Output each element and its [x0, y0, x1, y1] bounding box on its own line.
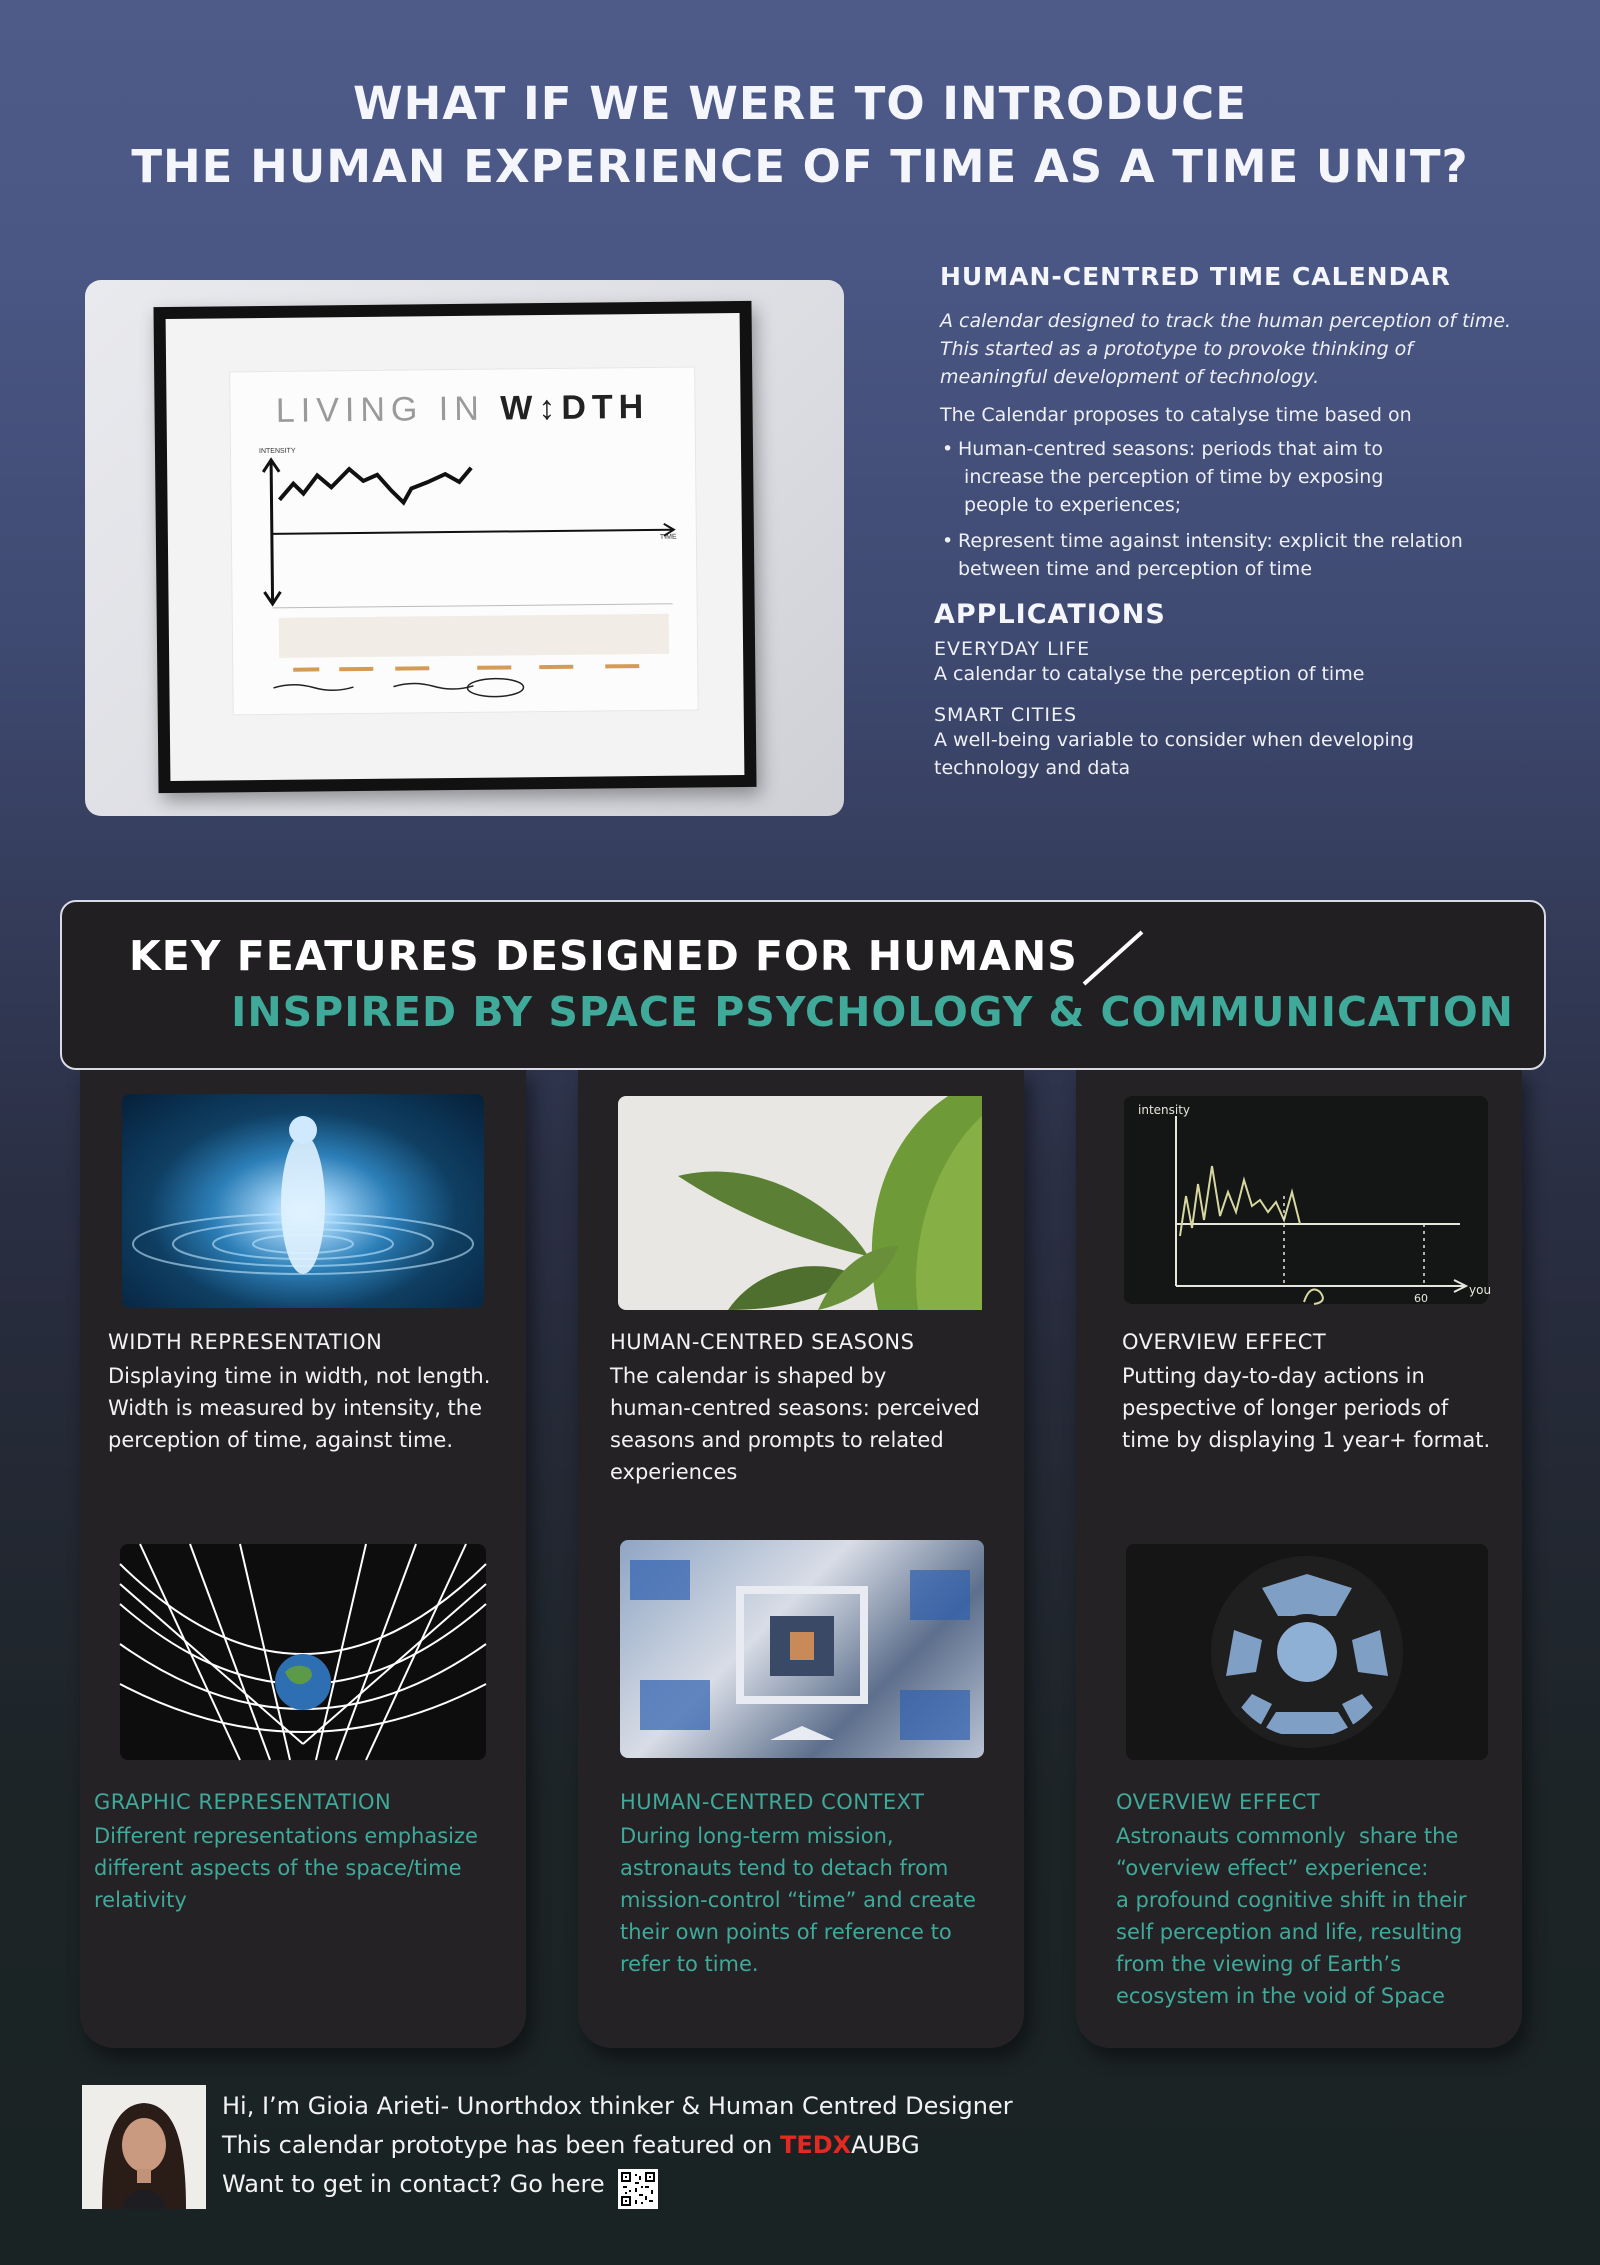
bullet-line: people to experiences; — [958, 494, 1182, 516]
feature-body — [610, 1360, 980, 1488]
feature-body — [108, 1360, 490, 1456]
calendar-info — [934, 262, 1540, 782]
qr-code-icon[interactable] — [618, 2169, 658, 2209]
feature-body-line: different aspects of the space/time — [94, 1856, 462, 1880]
feature-body-line: self perception and life, resulting — [1116, 1920, 1463, 1944]
author-portrait — [82, 2085, 206, 2209]
feature-body-line: experiences — [610, 1460, 738, 1484]
feature-column-3 — [1076, 1068, 1522, 2048]
banana-leaves-image — [618, 1096, 982, 1310]
feature-body-line: ecosystem in the void of Space — [1116, 1984, 1445, 2008]
aubg-link[interactable]: AUBG — [851, 2131, 920, 2159]
feature-body-line: human-centred seasons: perceived — [610, 1396, 980, 1420]
feature-body-line: their own points of reference to — [620, 1920, 952, 1944]
feature-body-line: time by displaying 1 year+ format. — [1122, 1428, 1491, 1452]
calendar-heading: HUMAN-CENTRED TIME CALENDAR — [940, 262, 1451, 291]
application-key: SMART CITIES — [934, 704, 1078, 726]
tedx-link[interactable]: TEDX — [779, 2131, 852, 2159]
feature-body-line: Different representations emphasize — [94, 1824, 478, 1848]
page-title-line-1: WHAT IF WE WERE TO INTRODUCE — [353, 77, 1247, 130]
feature-body-line: from the viewing of Earth’s — [1116, 1952, 1402, 1976]
page-title — [0, 72, 1600, 198]
feature-body-line: Displaying time in width, not length. — [108, 1364, 491, 1388]
qr-code-art — [621, 2172, 655, 2206]
sheet-title-light: LIVING IN — [275, 389, 501, 430]
application-value: A calendar to catalyse the perception of time — [934, 663, 1365, 685]
feature-body-line: Astronauts commonly share the — [1116, 1824, 1459, 1848]
calendar-intro — [940, 307, 1540, 391]
banana-leaves-art — [618, 1096, 982, 1310]
footer-featured — [222, 2131, 920, 2159]
chalk-graph-art — [1124, 1096, 1492, 1305]
slash-divider-icon — [1080, 928, 1146, 988]
cupola-window-art — [1126, 1544, 1488, 1760]
feature-body-line: mission-control “time” and create — [620, 1888, 976, 1912]
calendar-intro-line: A calendar designed to track the human perception of time. — [940, 310, 1512, 332]
feature-body-line: During long-term mission, — [620, 1824, 894, 1848]
chalk-x-label: you — [1469, 1283, 1492, 1297]
footer-featured-prefix: This calendar prototype has been featured on — [222, 2131, 780, 2159]
chalk-y-label: intensity — [1138, 1103, 1191, 1117]
feature-body-line: pespective of longer periods of — [1122, 1396, 1449, 1420]
cupola-window-image — [1126, 1544, 1488, 1760]
bullet-line: • Human-centred seasons: periods that aim to — [958, 438, 1383, 460]
feature-body — [1122, 1360, 1490, 1456]
feature-body-line: refer to time. — [620, 1952, 759, 1976]
feature-title: OVERVIEW EFFECT — [1122, 1330, 1327, 1354]
frame-mat — [166, 313, 745, 781]
feature-body-line: a profound cognitive shift in their — [1116, 1888, 1467, 1912]
calendar-propose: The Calendar proposes to catalyse time based on — [940, 404, 1412, 426]
feature-body-line: Width is measured by intensity, the — [108, 1396, 483, 1420]
feature-body-line: “overview effect” experience: — [1116, 1856, 1429, 1880]
chalk-graph-image — [1124, 1096, 1492, 1305]
calendar-intro-line: This started as a prototype to provoke thinking of — [940, 338, 1413, 360]
space-station-interior-art — [620, 1540, 984, 1758]
footer-contact: Want to get in contact? Go here — [222, 2170, 605, 2198]
sheet-sketch-graph — [230, 367, 700, 716]
feature-title: WIDTH REPRESENTATION — [108, 1330, 383, 1354]
bullet-line: increase the perception of time by exposing — [958, 466, 1384, 488]
feature-body — [1116, 1820, 1467, 2012]
application-value: technology and data — [934, 757, 1131, 779]
energy-figure-art — [122, 1094, 484, 1308]
bullet-line: between time and perception of time — [958, 558, 1313, 580]
energy-figure-image — [122, 1094, 484, 1308]
spacetime-grid-image — [120, 1544, 486, 1760]
feature-title: HUMAN-CENTRED CONTEXT — [620, 1790, 925, 1814]
footer-intro: Hi, I’m Gioia Arieti- Unorthdox thinker & Human Centred Designer — [222, 2092, 1013, 2120]
feature-body — [620, 1820, 976, 1980]
page-title-line-2: THE HUMAN EXPERIENCE OF TIME AS A TIME UNIT? — [131, 140, 1469, 193]
spacetime-grid-art — [120, 1544, 486, 1760]
picture-frame — [153, 301, 756, 793]
sheet-axis-x-label: TIME — [659, 533, 677, 541]
feature-title: OVERVIEW EFFECT — [1116, 1790, 1321, 1814]
calendar-sheet — [229, 366, 699, 715]
space-station-interior-image — [620, 1540, 984, 1758]
feature-title: HUMAN-CENTRED SEASONS — [610, 1330, 915, 1354]
calendar-bullets — [940, 435, 1540, 583]
application-value: A well-being variable to consider when developing — [934, 729, 1414, 751]
applications-heading: APPLICATIONS — [934, 599, 1166, 630]
feature-title: GRAPHIC REPRESENTATION — [94, 1790, 392, 1814]
feature-body-line: astronauts tend to detach from — [620, 1856, 949, 1880]
banner-line-2: INSPIRED BY SPACE PSYCHOLOGY & COMMUNICATION — [231, 988, 1514, 1036]
feature-column-1 — [80, 1068, 526, 2048]
calendar-intro-line: meaningful development of technology. — [940, 366, 1320, 388]
feature-body — [94, 1820, 478, 1916]
feature-body-line: relativity — [94, 1888, 187, 1912]
feature-body-line: The calendar is shaped by — [610, 1364, 887, 1388]
avatar — [82, 2085, 206, 2209]
calendar-bullet — [940, 435, 1540, 519]
sheet-title-bold: W↕DTH — [500, 387, 650, 428]
chalk-tick-label: 60 — [1414, 1292, 1428, 1305]
banner-line-1: KEY FEATURES DESIGNED FOR HUMANS — [129, 932, 1078, 980]
sheet-axis-y-label: INTENSITY — [258, 447, 296, 456]
feature-column-2 — [578, 1068, 1024, 2048]
feature-body-line: Putting day-to-day actions in — [1122, 1364, 1425, 1388]
framed-calendar-photo — [85, 280, 844, 816]
feature-body-line: seasons and prompts to related — [610, 1428, 944, 1452]
calendar-bullet — [940, 527, 1540, 583]
feature-body-line: perception of time, against time. — [108, 1428, 454, 1452]
application-key: EVERYDAY LIFE — [934, 638, 1091, 660]
bullet-line: • Represent time against intensity: explicit the relation — [958, 530, 1463, 552]
key-features-banner — [60, 900, 1546, 1070]
